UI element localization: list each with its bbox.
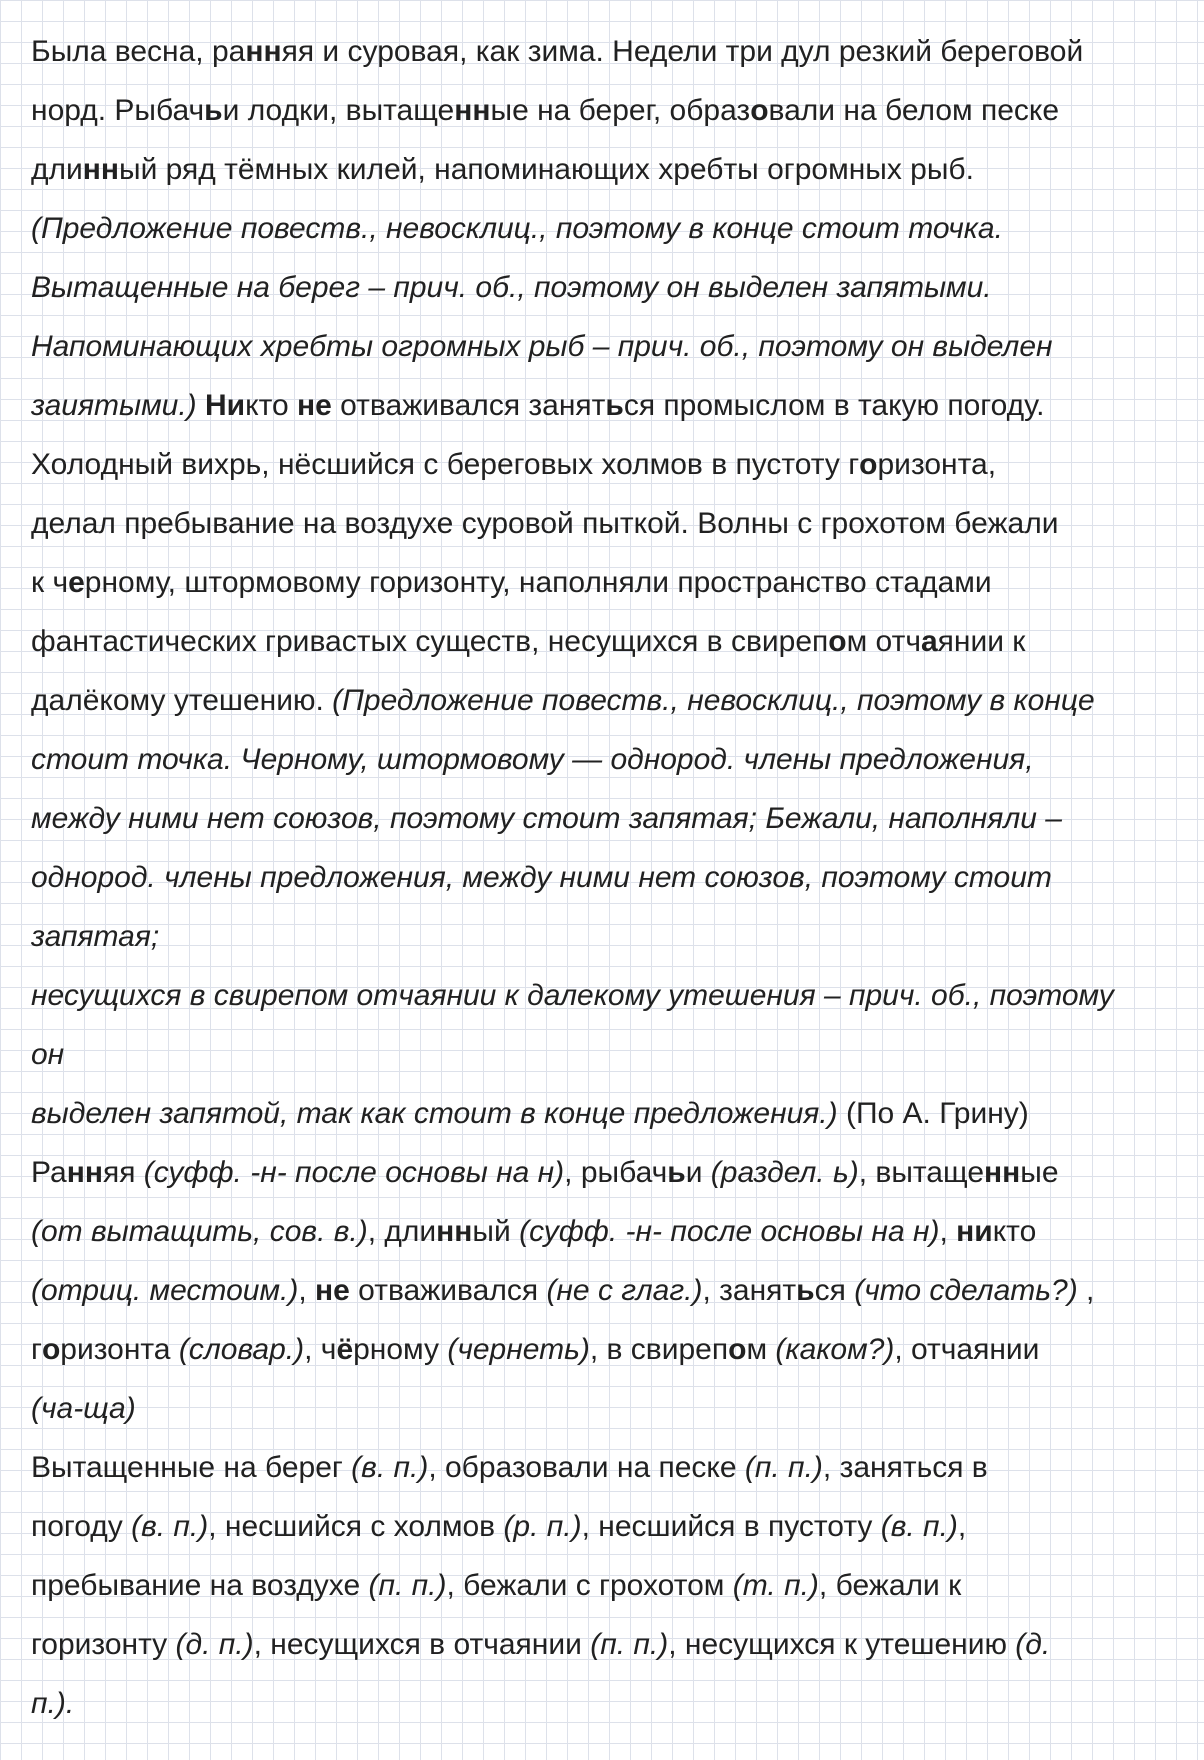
highlighted-letter: не (297, 389, 332, 422)
text-run: далёкому утешению. (31, 684, 333, 717)
highlighted-letter: нн (984, 1156, 1021, 1189)
explanation-text: выделен запятой, так как стоит в конце предложения.) (31, 1097, 838, 1130)
text-line (31, 22, 1191, 81)
explanation-text: (чернеть) (447, 1333, 590, 1366)
text-run: г (31, 1333, 42, 1366)
highlighted-letter: о (41, 1333, 61, 1366)
text-run: рному, штормовому горизонту, наполняли пространство стадами (84, 566, 992, 599)
text-line (31, 612, 1191, 671)
highlighted-letter: ь (667, 1156, 686, 1189)
explanation-text: (не с глаг.) (546, 1274, 703, 1307)
text-run: дли (31, 153, 83, 186)
text-run: отваживался занят (331, 389, 606, 422)
highlighted-letter: нн (245, 35, 282, 68)
text-run: , заняться в (822, 1451, 988, 1484)
text-run: Холодный вихрь, нёсшийся с береговых холмов в пустоту г (31, 448, 860, 481)
text-run: , в свиреп (589, 1333, 729, 1366)
text-run: Была весна, ра (31, 35, 246, 68)
explanation-text: Вытащенные на берег – прич. об., поэтому он выделен запятыми. (31, 271, 992, 304)
text-run: , несущихся к утешению (668, 1628, 1016, 1661)
text-run: , отчаянии (894, 1333, 1040, 1366)
text-line (31, 848, 1191, 907)
explanation-text: заиятыми.) (31, 389, 197, 422)
text-run: янии к (937, 625, 1026, 658)
text-line (31, 1084, 1191, 1143)
explanation-text: (д. (1015, 1628, 1051, 1661)
text-run (197, 389, 205, 422)
text-run: яя и суровая, как зима. Недели три дул резкий береговой (281, 35, 1084, 68)
explanation-text: Напоминающих хребты огромных рыб – прич. об., поэтому он выделен (31, 330, 1053, 363)
text-line (31, 1556, 1191, 1615)
explanation-text: (п. п.) (744, 1451, 823, 1484)
text-line (31, 376, 1191, 435)
text-run: Ра (31, 1156, 67, 1189)
document-text (31, 22, 1191, 1733)
text-line (31, 81, 1191, 140)
text-line (31, 140, 1191, 199)
text-run: , бежали к (818, 1569, 962, 1602)
text-run: м отч (846, 625, 921, 658)
text-run: , (298, 1274, 316, 1307)
text-run: делал пребывание на воздухе суровой пыткой. Волны с грохотом бежали (31, 507, 1059, 540)
explanation-text: (в. п.) (880, 1510, 958, 1543)
text-run: к ч (31, 566, 69, 599)
explanation-text: (ча-ща) (31, 1392, 136, 1425)
explanation-text: (от вытащить, сов. в.) (31, 1215, 368, 1248)
highlighted-letter: е (68, 566, 85, 599)
text-run: вали на белом песке (768, 94, 1060, 127)
text-line (31, 1143, 1191, 1202)
explanation-text: (в. п.) (351, 1451, 429, 1484)
text-run: , (939, 1215, 957, 1248)
text-run: отваживался (349, 1274, 547, 1307)
text-line (31, 494, 1191, 553)
text-run: , несшийся с холмов (208, 1510, 504, 1543)
text-line (31, 199, 1191, 258)
highlighted-letter: ни (956, 1215, 993, 1248)
text-run: кто (245, 389, 297, 422)
highlighted-letter: нн (82, 153, 120, 186)
explanation-text: (Предложение повеств., невосклиц., поэтому в конце (332, 684, 1095, 717)
text-line (31, 1379, 1191, 1438)
explanation-text: п.). (31, 1687, 75, 1720)
text-line (31, 671, 1191, 730)
explanation-text: (д. п.) (175, 1628, 254, 1661)
highlighted-letter: нн (454, 94, 491, 127)
text-run: , ч (304, 1333, 337, 1366)
text-run: ризонта, (877, 448, 997, 481)
text-line (31, 1674, 1191, 1733)
text-run: , несущихся в отчаянии (253, 1628, 591, 1661)
text-run: , несшийся в пустоту (581, 1510, 881, 1543)
text-run: м (746, 1333, 776, 1366)
highlighted-letter: а (920, 625, 938, 658)
explanation-text: однород. члены предложения, между ними нет союзов, поэтому стоит (31, 861, 1052, 894)
explanation-text: запятая; (31, 920, 160, 953)
text-run: , бежали с грохотом (446, 1569, 733, 1602)
text-line (31, 1497, 1191, 1556)
explanation-text: (п. п.) (368, 1569, 447, 1602)
text-line (31, 966, 1191, 1025)
text-run: (По А. Грину) (837, 1097, 1029, 1130)
explanation-text: (что сделать?) (854, 1274, 1078, 1307)
text-run: ся (814, 1274, 855, 1307)
text-line (31, 1202, 1191, 1261)
explanation-text: стоит точка. Черному, штормовому — однород. члены предложения, (31, 743, 1034, 776)
highlighted-letter: о (750, 94, 769, 127)
text-line (31, 1615, 1191, 1674)
text-run: фантастических гривастых существ, несущихся в свиреп (31, 625, 829, 658)
highlighted-letter: нн (436, 1215, 473, 1248)
text-run: , занят (702, 1274, 797, 1307)
explanation-text: (т. п.) (732, 1569, 819, 1602)
text-run: погоду (31, 1510, 132, 1543)
text-line (31, 1025, 1191, 1084)
text-run: норд. Рыбач (31, 94, 205, 127)
text-run: яя (102, 1156, 144, 1189)
text-run: , рыбач (564, 1156, 668, 1189)
text-run: кто (992, 1215, 1037, 1248)
highlighted-letter: о (728, 1333, 747, 1366)
explanation-text: (р. п.) (503, 1510, 582, 1543)
explanation-text: (суфф. -н- после основы на н) (143, 1156, 565, 1189)
explanation-text: между ними нет союзов, поэтому стоит запятая; Бежали, наполняли – (31, 802, 1062, 835)
explanation-text: (Предложение повеств., невосклиц., поэтому в конце стоит точка. (31, 212, 1003, 245)
highlighted-letter: о (828, 625, 847, 658)
text-run: горизонту (31, 1628, 176, 1661)
highlighted-letter: ь (796, 1274, 815, 1307)
text-run: ый ряд тёмных килей, напоминающих хребты огромных рыб. (119, 153, 974, 186)
highlighted-letter: нн (66, 1156, 103, 1189)
highlighted-letter: не (315, 1274, 350, 1307)
text-run: , вытаще (858, 1156, 985, 1189)
highlighted-letter: о (859, 448, 878, 481)
text-run: ые на берег, образ (490, 94, 751, 127)
text-line (31, 789, 1191, 848)
text-run: , (957, 1510, 967, 1543)
text-run: , (1077, 1274, 1095, 1307)
text-run: , образовали на песке (428, 1451, 745, 1484)
text-line (31, 553, 1191, 612)
text-run: ризонта (60, 1333, 179, 1366)
text-line (31, 730, 1191, 789)
highlighted-letter: ь (605, 389, 624, 422)
text-run: рному (353, 1333, 448, 1366)
text-line (31, 317, 1191, 376)
text-run: Вытащенные на берег (31, 1451, 352, 1484)
text-run: и лодки, вытаще (222, 94, 455, 127)
highlighted-letter: Ни (205, 389, 246, 422)
highlighted-letter: ь (204, 94, 223, 127)
text-line (31, 1261, 1191, 1320)
explanation-text: несущихся в свирепом отчаянии к далекому утешения – прич. об., поэтому (31, 979, 1114, 1012)
text-run: ые (1020, 1156, 1059, 1189)
explanation-text: он (31, 1038, 65, 1071)
explanation-text: (раздел. ь) (710, 1156, 859, 1189)
text-run: пребывание на воздухе (31, 1569, 369, 1602)
explanation-text: (п. п.) (590, 1628, 669, 1661)
explanation-text: (в. п.) (131, 1510, 209, 1543)
text-line (31, 1320, 1191, 1379)
text-line (31, 907, 1191, 966)
explanation-text: (словар.) (178, 1333, 305, 1366)
text-line (31, 435, 1191, 494)
explanation-text: (суфф. -н- после основы на н) (519, 1215, 940, 1248)
highlighted-letter: ё (336, 1333, 354, 1366)
explanation-text: (каком?) (775, 1333, 895, 1366)
text-run: ый (472, 1215, 520, 1248)
text-run: и (685, 1156, 711, 1189)
text-line (31, 1438, 1191, 1497)
text-run: , дли (367, 1215, 437, 1248)
explanation-text: (отриц. местоим.) (31, 1274, 299, 1307)
text-run: ся промыслом в такую погоду. (623, 389, 1045, 422)
text-line (31, 258, 1191, 317)
